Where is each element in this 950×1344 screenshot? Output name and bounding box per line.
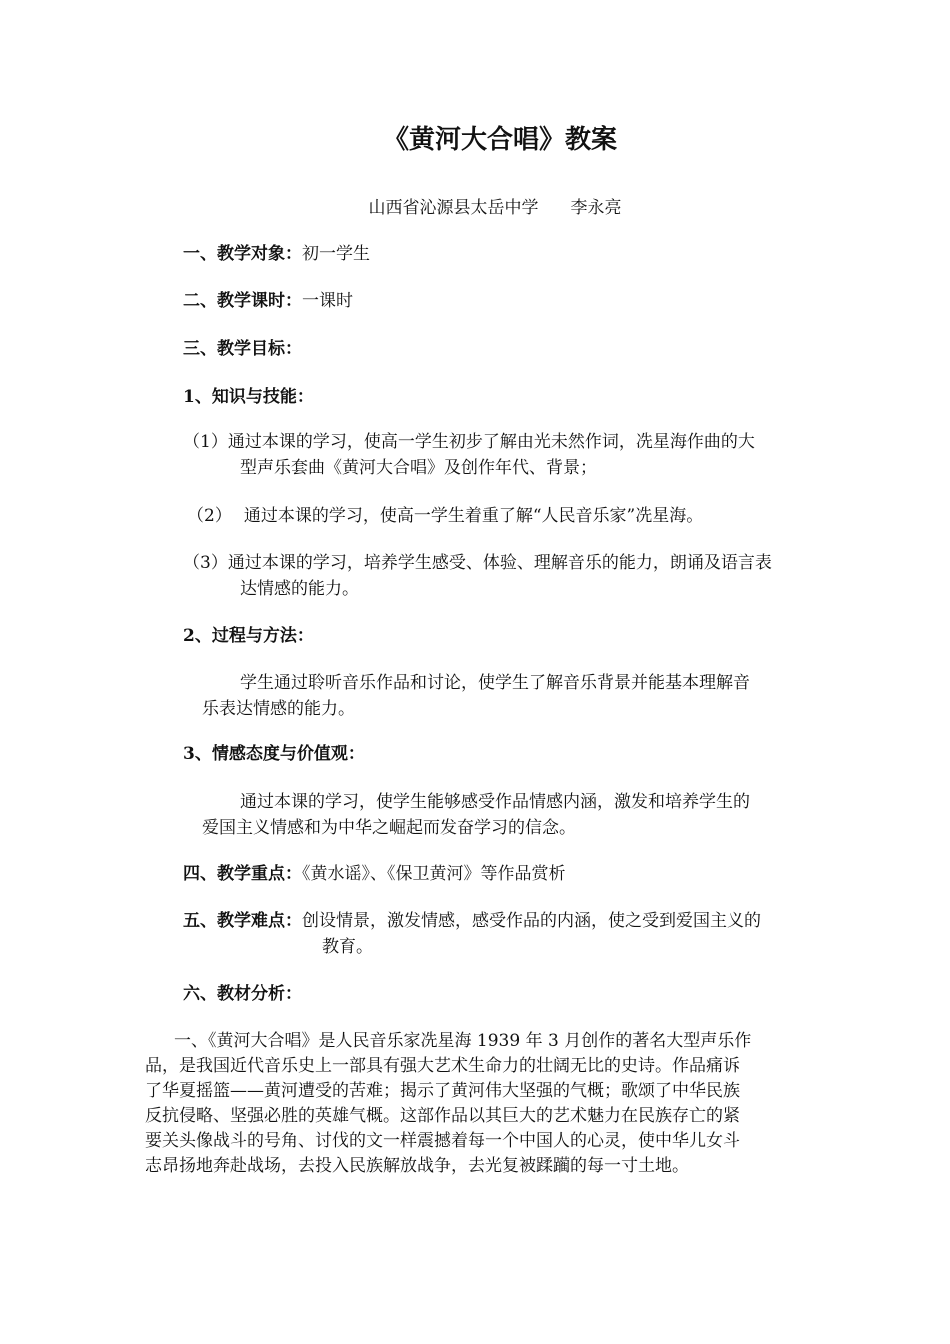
goal-item-2 [187,503,703,529]
goal-item-3-cont: 达情感的能力。 [240,579,359,599]
section-difficulties-cont: 教育。 [322,937,373,957]
subsection-process-method: 2、过程与方法： [183,626,314,646]
section-value: 一课时 [302,291,353,311]
analysis-line: 了华夏摇篮——黄河遭受的苦难；揭示了黄河伟大坚强的气概；歌颂了中华民族 [145,1081,740,1101]
item-number: （1） [183,432,228,452]
section-value: 《黄水谣》、《保卫黄河》等作品赏析 [302,864,566,884]
section-value: 初一学生 [302,244,370,264]
section-teaching-goals: 三、教学目标： [183,339,302,359]
section-material-analysis: 六、教材分析： [183,984,302,1004]
emotion-values-text-cont: 爱国主义情感和为中华之崛起而发奋学习的信念。 [202,818,576,838]
section-heading: 一、教学对象： [183,244,302,264]
emotion-values-text: 通过本课的学习，使学生能够感受作品情感内涵，激发和培养学生的 [240,792,750,812]
section-heading: 四、教学重点： [183,864,302,884]
item-text: 通过本课的学习，培养学生感受、体验、理解音乐的能力，朗诵及语言表 [227,553,772,573]
subsection-emotion-values: 3、情感态度与价值观： [183,744,365,764]
section-heading: 五、教学难点： [183,911,302,931]
item-number: （2） [187,506,232,526]
analysis-line: 要关头像战斗的号角、讨伐的文一样震撼着每一个中国人的心灵，使中华儿女斗 [145,1131,740,1151]
goal-item-1-cont: 型声乐套曲《黄河大合唱》及创作年代、背景； [240,458,597,478]
section-teaching-target [183,241,370,267]
item-text: 通过本课的学习，使高一学生着重了解“人民音乐家”冼星海。 [243,506,704,526]
author-name: 李永亮 [570,198,622,218]
author-line [0,195,950,221]
goal-item-3 [183,550,772,576]
section-difficulties [183,908,761,934]
analysis-line: 反抗侵略、坚强必胜的英雄气概。这部作品以其巨大的艺术魅力在民族存亡的紧 [145,1106,740,1126]
analysis-line: 志昂扬地奔赴战场，去投入民族解放战争，去光复被蹂躏的每一寸土地。 [145,1156,689,1176]
section-teaching-hours [183,288,353,314]
process-method-text-cont: 乐表达情感的能力。 [202,699,355,719]
item-text: 通过本课的学习，使高一学生初步了解由光未然作词，冼星海作曲的大 [227,432,755,452]
item-number: （3） [183,553,228,573]
author-school: 山西省沁源县太岳中学 [368,198,539,218]
process-method-text: 学生通过聆听音乐作品和讨论，使学生了解音乐背景并能基本理解音 [240,673,750,693]
subsection-knowledge-skills: 1、知识与技能： [183,387,314,407]
page-title: 《黄河大合唱》教案 [382,125,617,155]
section-key-points [183,861,566,887]
goal-item-1 [183,429,755,455]
analysis-line: 品，是我国近代音乐史上一部具有强大艺术生命力的壮阔无比的史诗。作品痛诉 [145,1056,740,1076]
section-value: 创设情景，激发情感，感受作品的内涵，使之受到爱国主义的 [302,911,761,931]
section-heading: 二、教学课时： [183,291,302,311]
analysis-line: 一、《黄河大合唱》是人民音乐家冼星海 1939 年 3 月创作的著名大型声乐作 [174,1031,752,1051]
